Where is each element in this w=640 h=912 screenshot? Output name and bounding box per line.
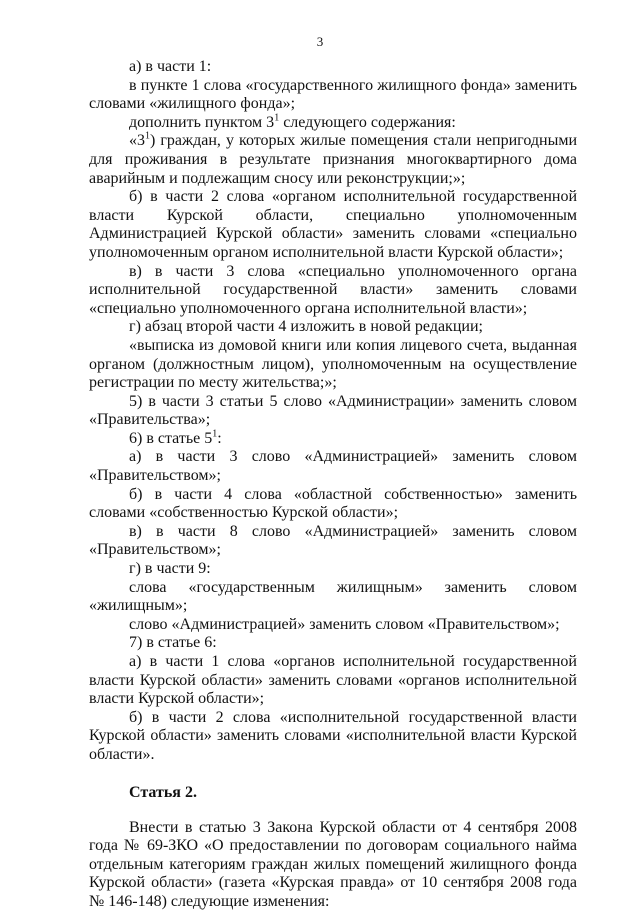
- paragraph-7: г) абзац второй части 4 изложить в новой редакции;: [129, 318, 483, 336]
- article-paragraph: Внести в статью 3 Закона Курской области от 4 сентября 2008 года № 69-ЗКО «О предоставлении по договорам социального найма отдельным категориям граждан жилых помещений жилищного фонда Курской области» (газета «Курская правда» от 10 сентября 2008 года № 146-148) следующие изменения:: [89, 818, 577, 910]
- paragraph-12: б) в части 4 слова «областной собственностью» заменить словами «собственностью Курской области»;: [89, 485, 577, 522]
- superscript-index: 1: [274, 112, 280, 124]
- paragraph-10-text: 6) в статье 5: [129, 429, 213, 447]
- paragraph-1: а) в части 1:: [129, 58, 212, 75]
- paragraph-4-text: «3: [129, 132, 145, 150]
- paragraph-11: а) в части 3 слово «Администрацией» заменить словом «Правительством»;: [89, 448, 577, 485]
- paragraph-2: в пункте 1 слова «государственного жилищного фонда» заменить словами «жилищного фонда»;: [89, 76, 577, 113]
- paragraph-9: 5) в части 3 статьи 5 слово «Администрации» заменить словом «Правительства»;: [89, 392, 577, 429]
- superscript-index: 1: [212, 428, 218, 440]
- paragraph-3: [89, 114, 577, 133]
- paragraph-16: слово «Администрацией» заменить словом «Правительством»;: [129, 615, 560, 633]
- superscript-index: 1: [145, 131, 150, 143]
- paragraph-8: «выписка из домовой книги или копия лицевого счета, выданная органом (должностным лицом), уполномоченным на осуществление регистрации по месту жительства;»;: [89, 336, 577, 392]
- paragraph-13: в) в части 8 слово «Администрацией» заменить словом «Правительством»;: [89, 522, 577, 559]
- paragraph-4-text-end: ) граждан, у которых жилые помещения стали непригодными для проживания в результате признания многоквартирного дома аварийным и подлежащим сносу или реконструкции;»;: [89, 132, 577, 187]
- paragraph-17: 7) в статье 6:: [129, 634, 217, 652]
- paragraph-14: г) в части 9:: [129, 560, 211, 578]
- paragraph-10: [89, 430, 577, 449]
- paragraph-10-text-end: :: [217, 429, 222, 447]
- page-number: 3: [316, 34, 324, 49]
- paragraph-3-text: дополнить пунктом 3: [129, 113, 275, 131]
- paragraph-6: в) в части 3 слова «специально уполномоченного органа исполнительной государственной власти» заменить словами «специально уполномоченного органа исполнительной власти»;: [89, 262, 577, 317]
- paragraph-3-text-end: следующего содержания:: [279, 113, 456, 131]
- paragraph-15: слова «государственным жилищным» заменить словом «жилищным»;: [89, 578, 577, 615]
- paragraph-19: б) в части 2 слова «исполнительной государственной власти Курской области» заменить словами «исполнительной власти Курской области».: [89, 708, 577, 763]
- paragraph-4: [89, 132, 577, 188]
- document-body: [89, 58, 577, 912]
- paragraph-18: а) в части 1 слова «органов исполнительной государственной власти Курской области» заменить словами «органов исполнительной власти Курской области»;: [89, 653, 577, 708]
- paragraph-5: б) в части 2 слова «органом исполнительной государственной власти Курской области, специально уполномоченным Администрацией Курской области» заменить словами «специально уполномоченным органом исполнительной власти Курской области»;: [89, 188, 577, 261]
- article-title: Статья 2.: [129, 783, 197, 801]
